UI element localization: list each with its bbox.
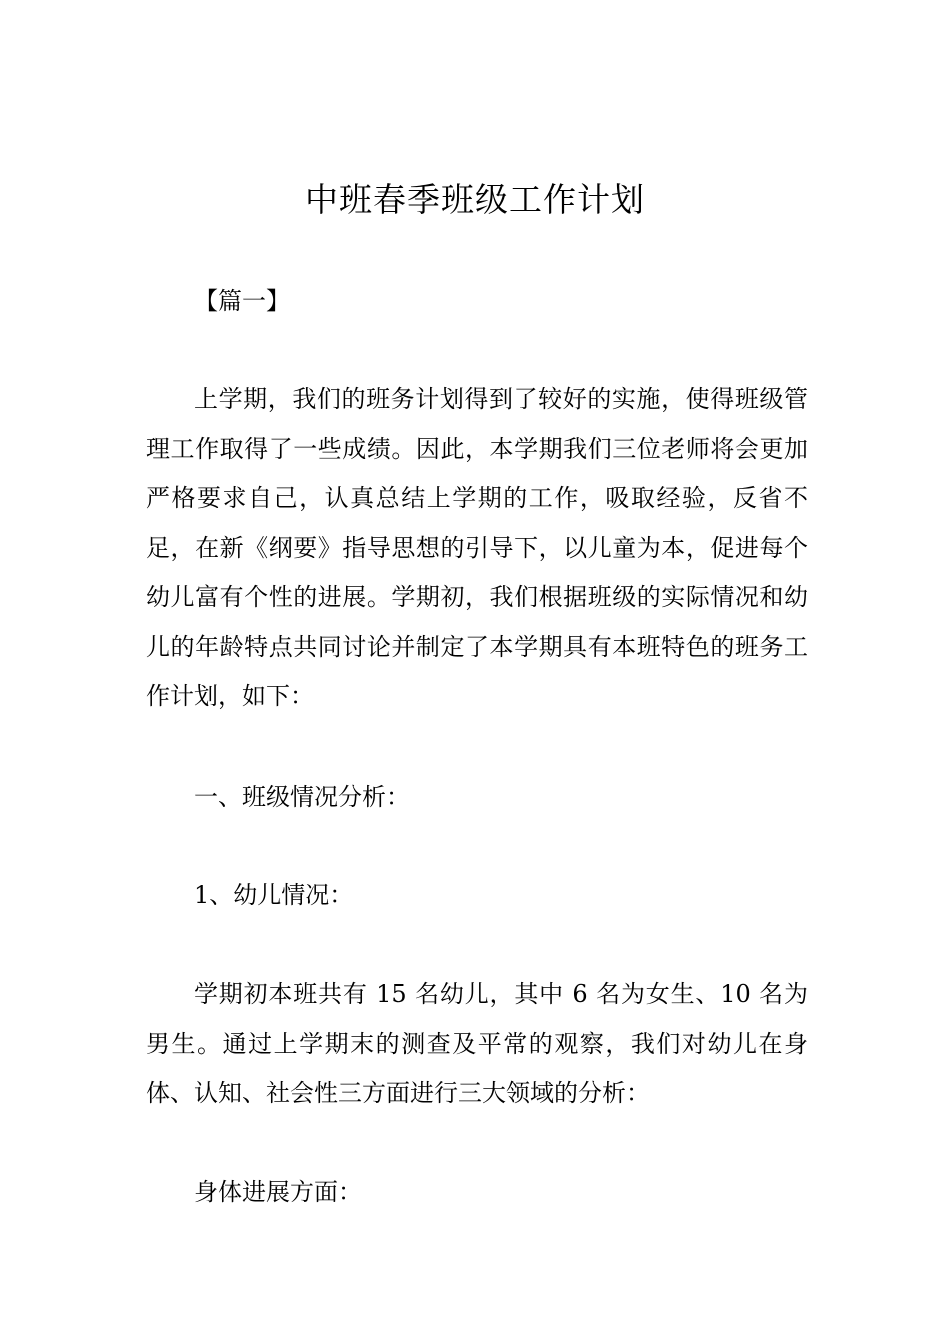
heading-class-analysis: 一、班级情况分析： — [194, 783, 410, 811]
heading-children-situation: 1、幼儿情况： — [194, 881, 354, 909]
heading-physical-development: 身体进展方面： — [194, 1178, 362, 1206]
section-tag: 【篇一】 — [194, 287, 290, 315]
paragraph-children-count: 学期初本班共有 15 名幼儿，其中 6 名为女生、10 名为男生。通过上学期末的测查及平常的观察，我们对幼儿在身体、认知、社会性三方面进行三大领域的分析： — [146, 980, 808, 1107]
paragraph-intro: 上学期，我们的班务计划得到了较好的实施，使得班级管理工作取得了一些成绩。因此，本学期我们三位老师将会更加严格要求自己，认真总结上学期的工作，吸取经验，反省不足，在新《纲要》指导思想的引导下，以儿童为本，促进每个幼儿富有个性的进展。学期初，我们根据班级的实际情况和幼儿的年龄特点共同讨论并制定了本学期具有本班特色的班务工作计划，如下： — [146, 385, 808, 710]
document-title: 中班春季班级工作计划 — [305, 180, 645, 219]
